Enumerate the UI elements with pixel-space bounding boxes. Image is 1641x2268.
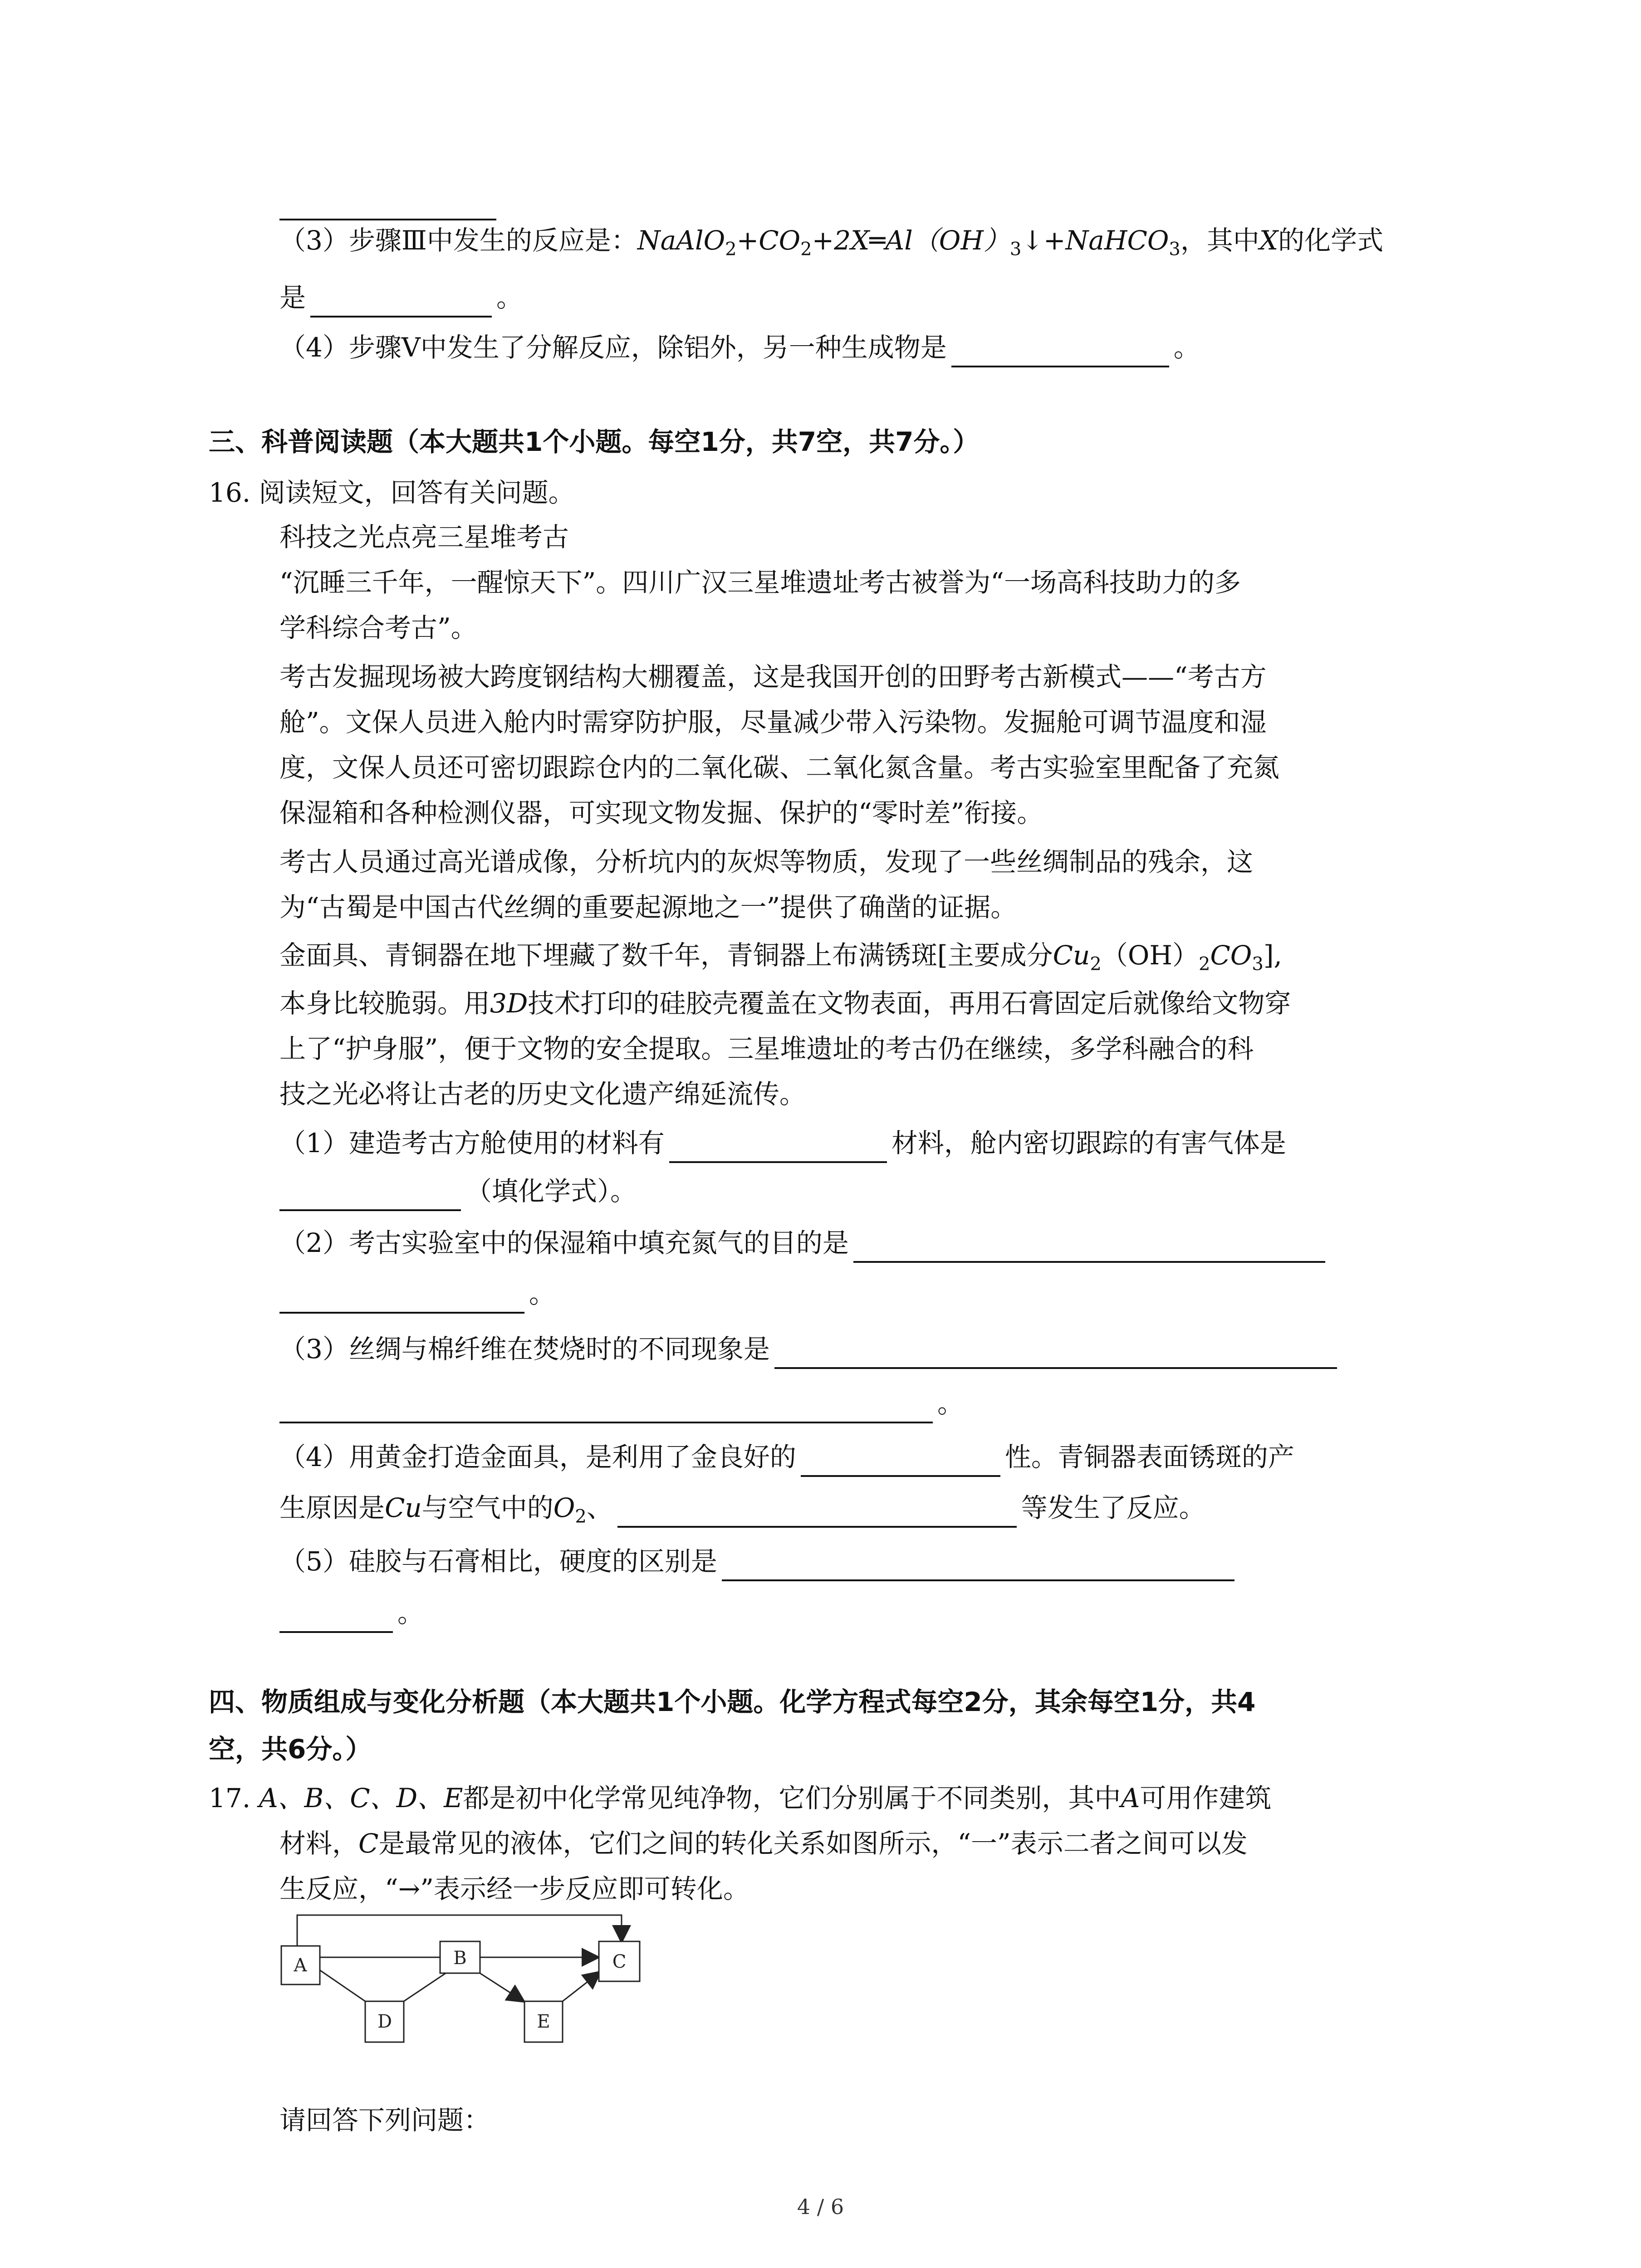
q15-sub3-line1: （3）步骤Ⅲ中发生的反应是：$NaAlO_2+CO_2+2X═Al(OH)_3↓+NaHCO_3$，其中X的化学式: [279, 225, 1384, 260]
answer-blank[interactable]: [279, 1285, 524, 1314]
section-heading-cont: 空，共6分。）: [209, 1734, 372, 1765]
answer-blank[interactable]: [617, 1499, 1017, 1528]
node-d-label: D: [377, 2011, 392, 2032]
answer-blank[interactable]: [853, 1234, 1325, 1263]
node-b-label: B: [453, 1948, 467, 1969]
relationship-diagram: [272, 1905, 662, 2077]
article-text: 技之光必将让古老的历史文化遗产绵延流传。: [279, 1079, 806, 1110]
sub-question-5-cont: 。: [279, 1593, 424, 1633]
answer-blank[interactable]: [669, 1134, 887, 1163]
question-prompt: 请回答下列问题：: [279, 2105, 490, 2136]
article-text: 保湿箱和各种检测仪器，可实现文物发掘、保护的“零时差”衔接。: [279, 797, 1043, 828]
answer-blank[interactable]: [722, 1552, 1234, 1581]
article-text: 学科综合考古”。: [279, 612, 477, 643]
page-number: 4 / 6: [797, 2195, 844, 2219]
section-heading: 三、科普阅读题（本大题共1个小题。每空1分，共7空，共7分。）: [209, 426, 980, 457]
sub-question-4: （4）用黄金打造金面具，是利用了金良好的 性。青铜器表面锈斑的产: [279, 1437, 1294, 1477]
sub-question-3: （3）丝绸与棉纤维在焚烧时的不同现象是: [279, 1329, 1342, 1369]
section-heading: 四、物质组成与变化分析题（本大题共1个小题。化学方程式每空2分，其余每空1分，共4: [209, 1686, 1256, 1717]
edge-a-d: [318, 1969, 365, 2001]
article-text: 金面具、青铜器在地下埋藏了数千年，青铜器上布满锈斑[主要成分$Cu_2(OH)_2CO_3$],: [279, 940, 1282, 975]
diagram-nodes: [281, 1941, 640, 2042]
article-text: 上了“护身服”，便于文物的安全提取。三星堆遗址的考古仍在继续，多学科融合的科: [279, 1033, 1254, 1064]
article-text: 为“古蜀是中国古代丝绸的重要起源地之一”提供了确凿的证据。: [279, 892, 1017, 923]
answer-blank[interactable]: [279, 1182, 461, 1211]
question-stem-cont: 生反应，“→”表示经一步反应即可转化。: [279, 1873, 749, 1904]
article-text: “沉睡三千年，一醒惊天下”。四川广汉三星堆遗址考古被誉为“一场高科技助力的多: [279, 567, 1241, 598]
sub-question-5: （5）硅胶与石膏相比，硬度的区别是: [279, 1541, 1239, 1581]
sub-question-3-cont: 。: [279, 1383, 964, 1423]
article-title: 科技之光点亮三星堆考古: [279, 522, 569, 552]
article-text: 舱”。文保人员进入舱内时需穿防护服，尽量减少带入污染物。发掘舱可调节温度和湿: [279, 707, 1267, 738]
sub-question-1: （1）建造考古方舱使用的材料有 材料，舱内密切跟踪的有害气体是: [279, 1123, 1286, 1163]
sub-question-2: （2）考古实验室中的保湿箱中填充氮气的目的是: [279, 1223, 1330, 1263]
edge-b-to-e: [476, 1971, 524, 2001]
question-stem: 16. 阅读短文，回答有关问题。: [209, 477, 575, 508]
answer-blank[interactable]: [279, 1394, 933, 1423]
answer-blank[interactable]: [310, 288, 492, 318]
article-text: 考古人员通过高光谱成像，分析坑内的灰烬等物质，发现了一些丝绸制品的残余，这: [279, 846, 1254, 877]
answer-blank[interactable]: [279, 1604, 393, 1633]
edge-e-to-c: [563, 1972, 600, 2001]
article-text: 考古发掘现场被大跨度钢结构大棚覆盖，这是我国开创的田野考古新模式——“考古方: [279, 661, 1267, 692]
article-text: 本身比较脆弱。用3D技术打印的硅胶壳覆盖在文物表面，再用石膏固定后就像给文物穿: [279, 988, 1291, 1019]
node-e-label: E: [537, 2011, 550, 2032]
node-a-label: A: [294, 1955, 307, 1976]
answer-blank[interactable]: [801, 1448, 1000, 1477]
answer-blank[interactable]: [774, 1340, 1337, 1369]
q15-sub4: （4）步骤Ⅴ中发生了分解反应，除铝外，另一种生成物是 。: [279, 327, 1200, 367]
question-stem: 17. A、B、C、D、E都是初中化学常见纯净物，它们分别属于不同类别，其中A可用作建筑: [209, 1783, 1272, 1813]
answer-blank[interactable]: [951, 338, 1169, 367]
question-stem-cont: 材料，C是最常见的液体，它们之间的转化关系如图所示，“一”表示二者之间可以发: [279, 1828, 1248, 1859]
sub-question-1-cont: （填化学式）。: [279, 1171, 637, 1211]
answer-blank[interactable]: [279, 217, 496, 220]
sub-question-4-cont: 生原因是Cu与空气中的$O_2$、 等发生了反应。: [279, 1492, 1205, 1527]
sub-question-2-cont: 。: [279, 1274, 555, 1314]
article-text: 度，文保人员还可密切跟踪仓内的二氧化碳、二氧化氮含量。考古实验室里配备了充氮: [279, 752, 1280, 783]
q15-sub3-line2: 是 。: [279, 278, 523, 318]
node-c-label: C: [612, 1951, 627, 1972]
edge-d-b: [404, 1971, 449, 2001]
